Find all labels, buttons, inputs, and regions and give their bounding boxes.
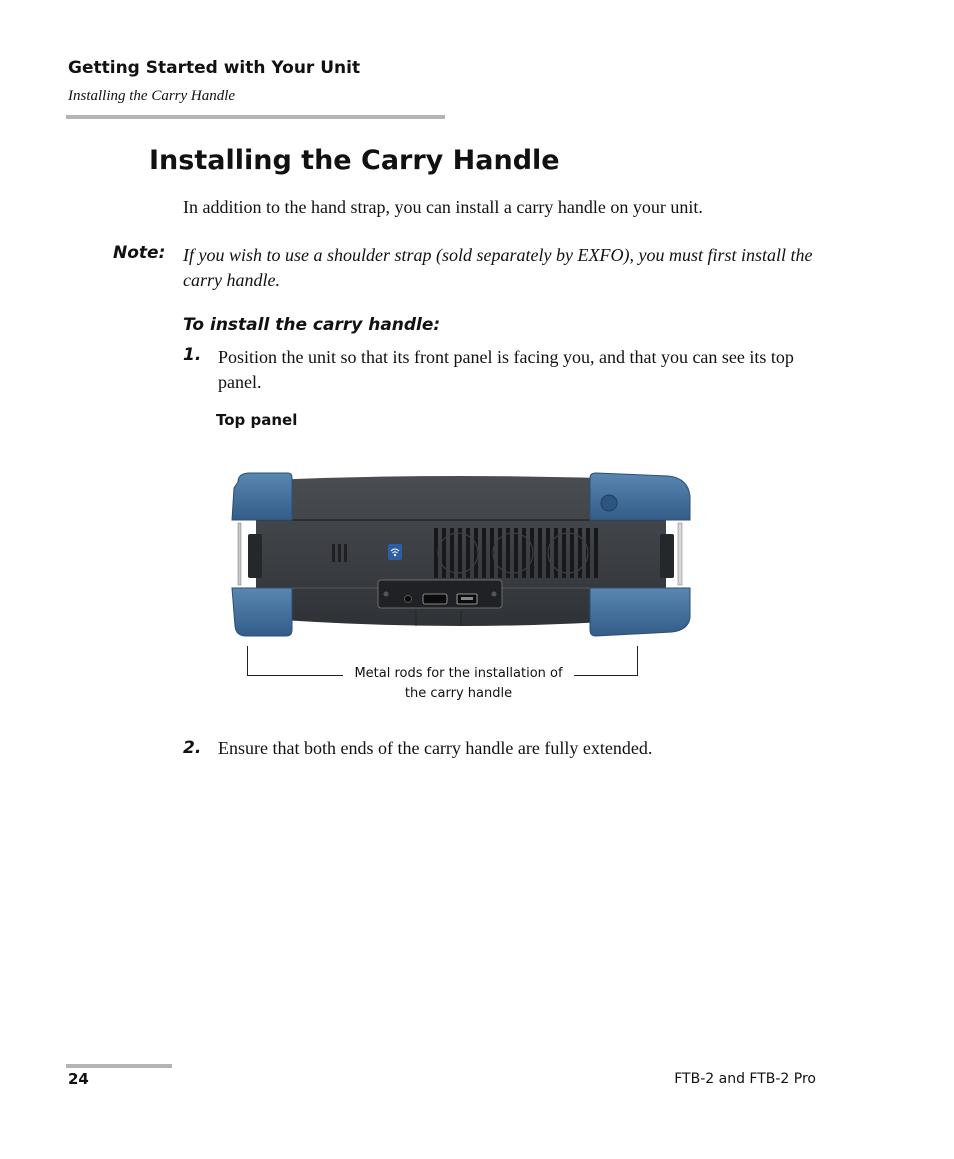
figure-callout [343, 664, 574, 704]
page-number: 24 [68, 1070, 89, 1088]
unit-top-panel-illustration [228, 468, 694, 642]
procedure-title: To install the carry handle: [183, 315, 441, 335]
step-1-number: 1. [183, 345, 202, 365]
bumper-top-left [232, 473, 292, 520]
step-1-text: Position the unit so that its front panel is facing you, and that you can see its top panel. [218, 347, 794, 392]
product-name: FTB-2 and FTB-2 Pro [674, 1071, 816, 1087]
callout-leader-right [574, 675, 638, 676]
step-2-text: Ensure that both ends of the carry handle are fully extended. [218, 738, 653, 758]
ventilation-grille [434, 528, 598, 578]
bumper-bottom-left [232, 588, 292, 636]
header-rule [66, 115, 445, 119]
step-2-number: 2. [183, 738, 202, 758]
footer-rule [66, 1064, 172, 1068]
intro-paragraph: In addition to the hand strap, you can install a carry handle on your unit. [183, 197, 703, 217]
running-header-section: Installing the Carry Handle [68, 88, 236, 104]
note-text: If you wish to use a shoulder strap (sold separately by EXFO), you must first install the carry handle. [183, 245, 813, 290]
callout-leader-right [637, 646, 638, 676]
page-title: Installing the Carry Handle [149, 145, 560, 176]
callout-leader-left [247, 675, 343, 676]
hdmi-port-icon [423, 594, 447, 604]
callout-line-1: Metal rods for the installation of [354, 666, 563, 681]
figure-label: Top panel [216, 411, 298, 429]
callout-leader-left [247, 646, 248, 676]
bumper-bottom-right [590, 588, 690, 636]
note-label: Note: [113, 243, 166, 263]
running-header-chapter: Getting Started with Your Unit [68, 58, 361, 78]
metal-rod-right [678, 523, 682, 585]
metal-rod-left [238, 523, 241, 585]
callout-line-2: the carry handle [404, 686, 513, 701]
